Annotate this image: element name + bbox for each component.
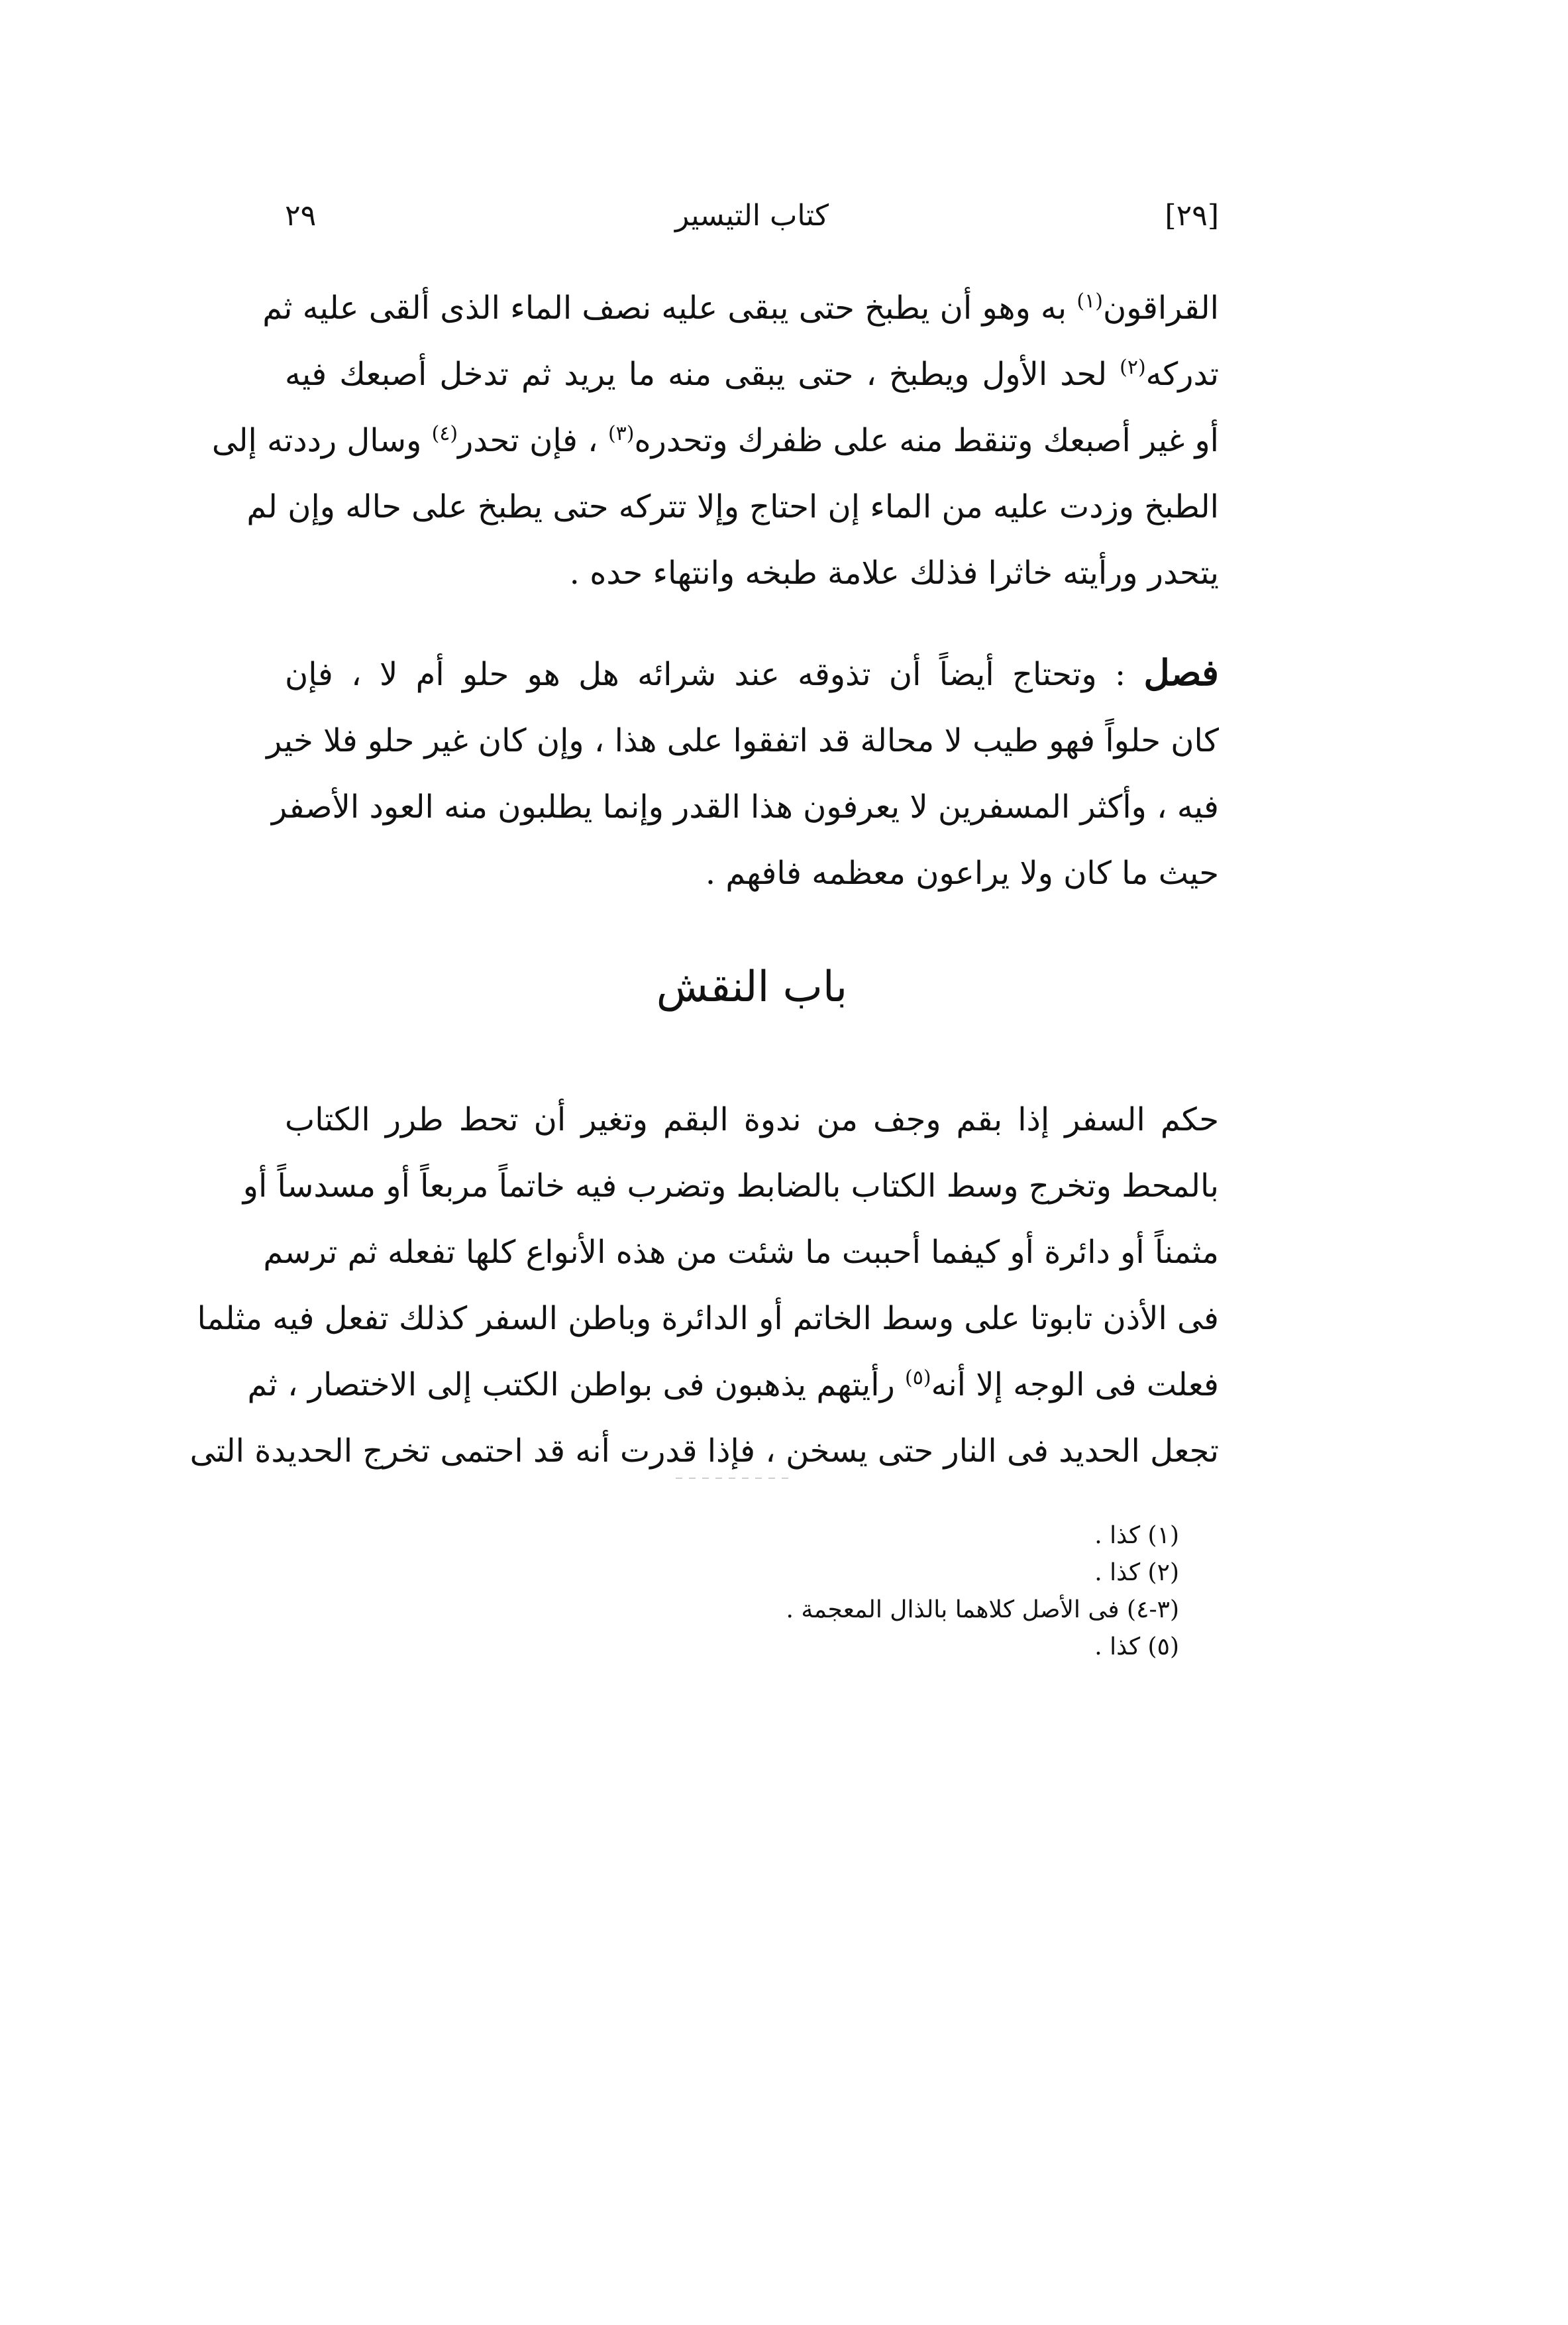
- chapter-heading: باب النقش: [656, 963, 848, 1012]
- paragraph-3: [189, 1087, 1219, 1484]
- footnote-marker: (٤): [431, 422, 458, 445]
- text-line: فى الأذن تابوتا على وسط الخاتم أو الدائرة وباطن السفر كذلك تفعل فيه مثلما: [197, 1300, 1219, 1337]
- section-label: فصل: [1143, 651, 1219, 694]
- text-line: الطبخ وزدت عليه من الماء إن احتاج وإلا تتركه حتى يطبخ على حاله وإن لم: [246, 488, 1219, 525]
- running-title: كتاب التيسير: [674, 199, 829, 233]
- text-line: كان حلواً فهو طيب لا محالة قد اتفقوا على هذا ، وإن كان غير حلو فلا خير: [266, 722, 1219, 759]
- footnote-marker: (١): [1076, 290, 1103, 313]
- text-line: حيث ما كان ولا يراعون معظمه فافهم .: [705, 855, 1219, 892]
- paragraph-1: [211, 275, 1219, 606]
- footnote-marker: (٥): [905, 1366, 931, 1389]
- footnote: (١) كذا .: [1094, 1522, 1179, 1549]
- running-header: [285, 199, 1219, 252]
- text-line: بالمحط وتخرج وسط الكتاب بالضابط وتضرب فيه خاتماً مربعاً أو مسدساً أو: [242, 1167, 1219, 1205]
- text-line: فعلت فى الوجه إلا أنه$^{(٥)}$ رأيتهم يذهبون فى بواطن الكتب إلى الاختصار ، ثم: [247, 1366, 1219, 1403]
- footnotes: [702, 1517, 1179, 1666]
- footnote-marker: (٣): [607, 422, 635, 445]
- footnote: (٣-٤) فى الأصل كلاهما بالذال المعجمة .: [786, 1596, 1179, 1623]
- text-line: أو غير أصبعك وتنقط منه على ظفرك وتحدره$^{(٣)}$ ، فإن تحدر$^{(٤)}$ وسال رددته إلى: [211, 422, 1219, 459]
- text-line: تدركه$^{(٢)}$ لحد الأول ويطبخ ، حتى يبقى منه ما يريد ثم تدخل أصبعك فيه: [285, 356, 1219, 393]
- page-number: ٢٩: [285, 199, 317, 233]
- text-line: تجعل الحديد فى النار حتى يسخن ، فإذا قدرت أنه قد احتمى تخرج الحديدة التى: [189, 1433, 1219, 1470]
- text-line: حكم السفر إذا بقم وجف من ندوة البقم وتغير أن تحط طرر الكتاب: [285, 1101, 1219, 1138]
- footnote-marker: (٢): [1120, 356, 1146, 379]
- footnote: (٢) كذا .: [1094, 1559, 1179, 1586]
- text-line: فصل : وتحتاج أيضاً أن تذوقه عند شرائه هل هو حلو أم لا ، فإن: [285, 651, 1219, 694]
- footnote-separator: [676, 1478, 795, 1479]
- text-line: فيه ، وأكثر المسفرين لا يعرفون هذا القدر وإنما يطلبون منه العود الأصفر: [272, 788, 1219, 826]
- text-line: يتحدر ورأيته خاثرا فذلك علامة طبخه وانتهاء حده .: [569, 555, 1219, 592]
- page-number-bracketed: [٢٩]: [1165, 199, 1219, 233]
- text-line: القراقون$^{(١)}$ به وهو أن يطبخ حتى يبقى عليه نصف الماء الذى ألقى عليه ثم: [262, 290, 1219, 327]
- paragraph-2: [266, 639, 1219, 906]
- text-line: مثمناً أو دائرة أو كيفما أحببت ما شئت من هذه الأنواع كلها تفعله ثم ترسم: [263, 1234, 1219, 1271]
- footnote: (٥) كذا .: [1094, 1633, 1179, 1660]
